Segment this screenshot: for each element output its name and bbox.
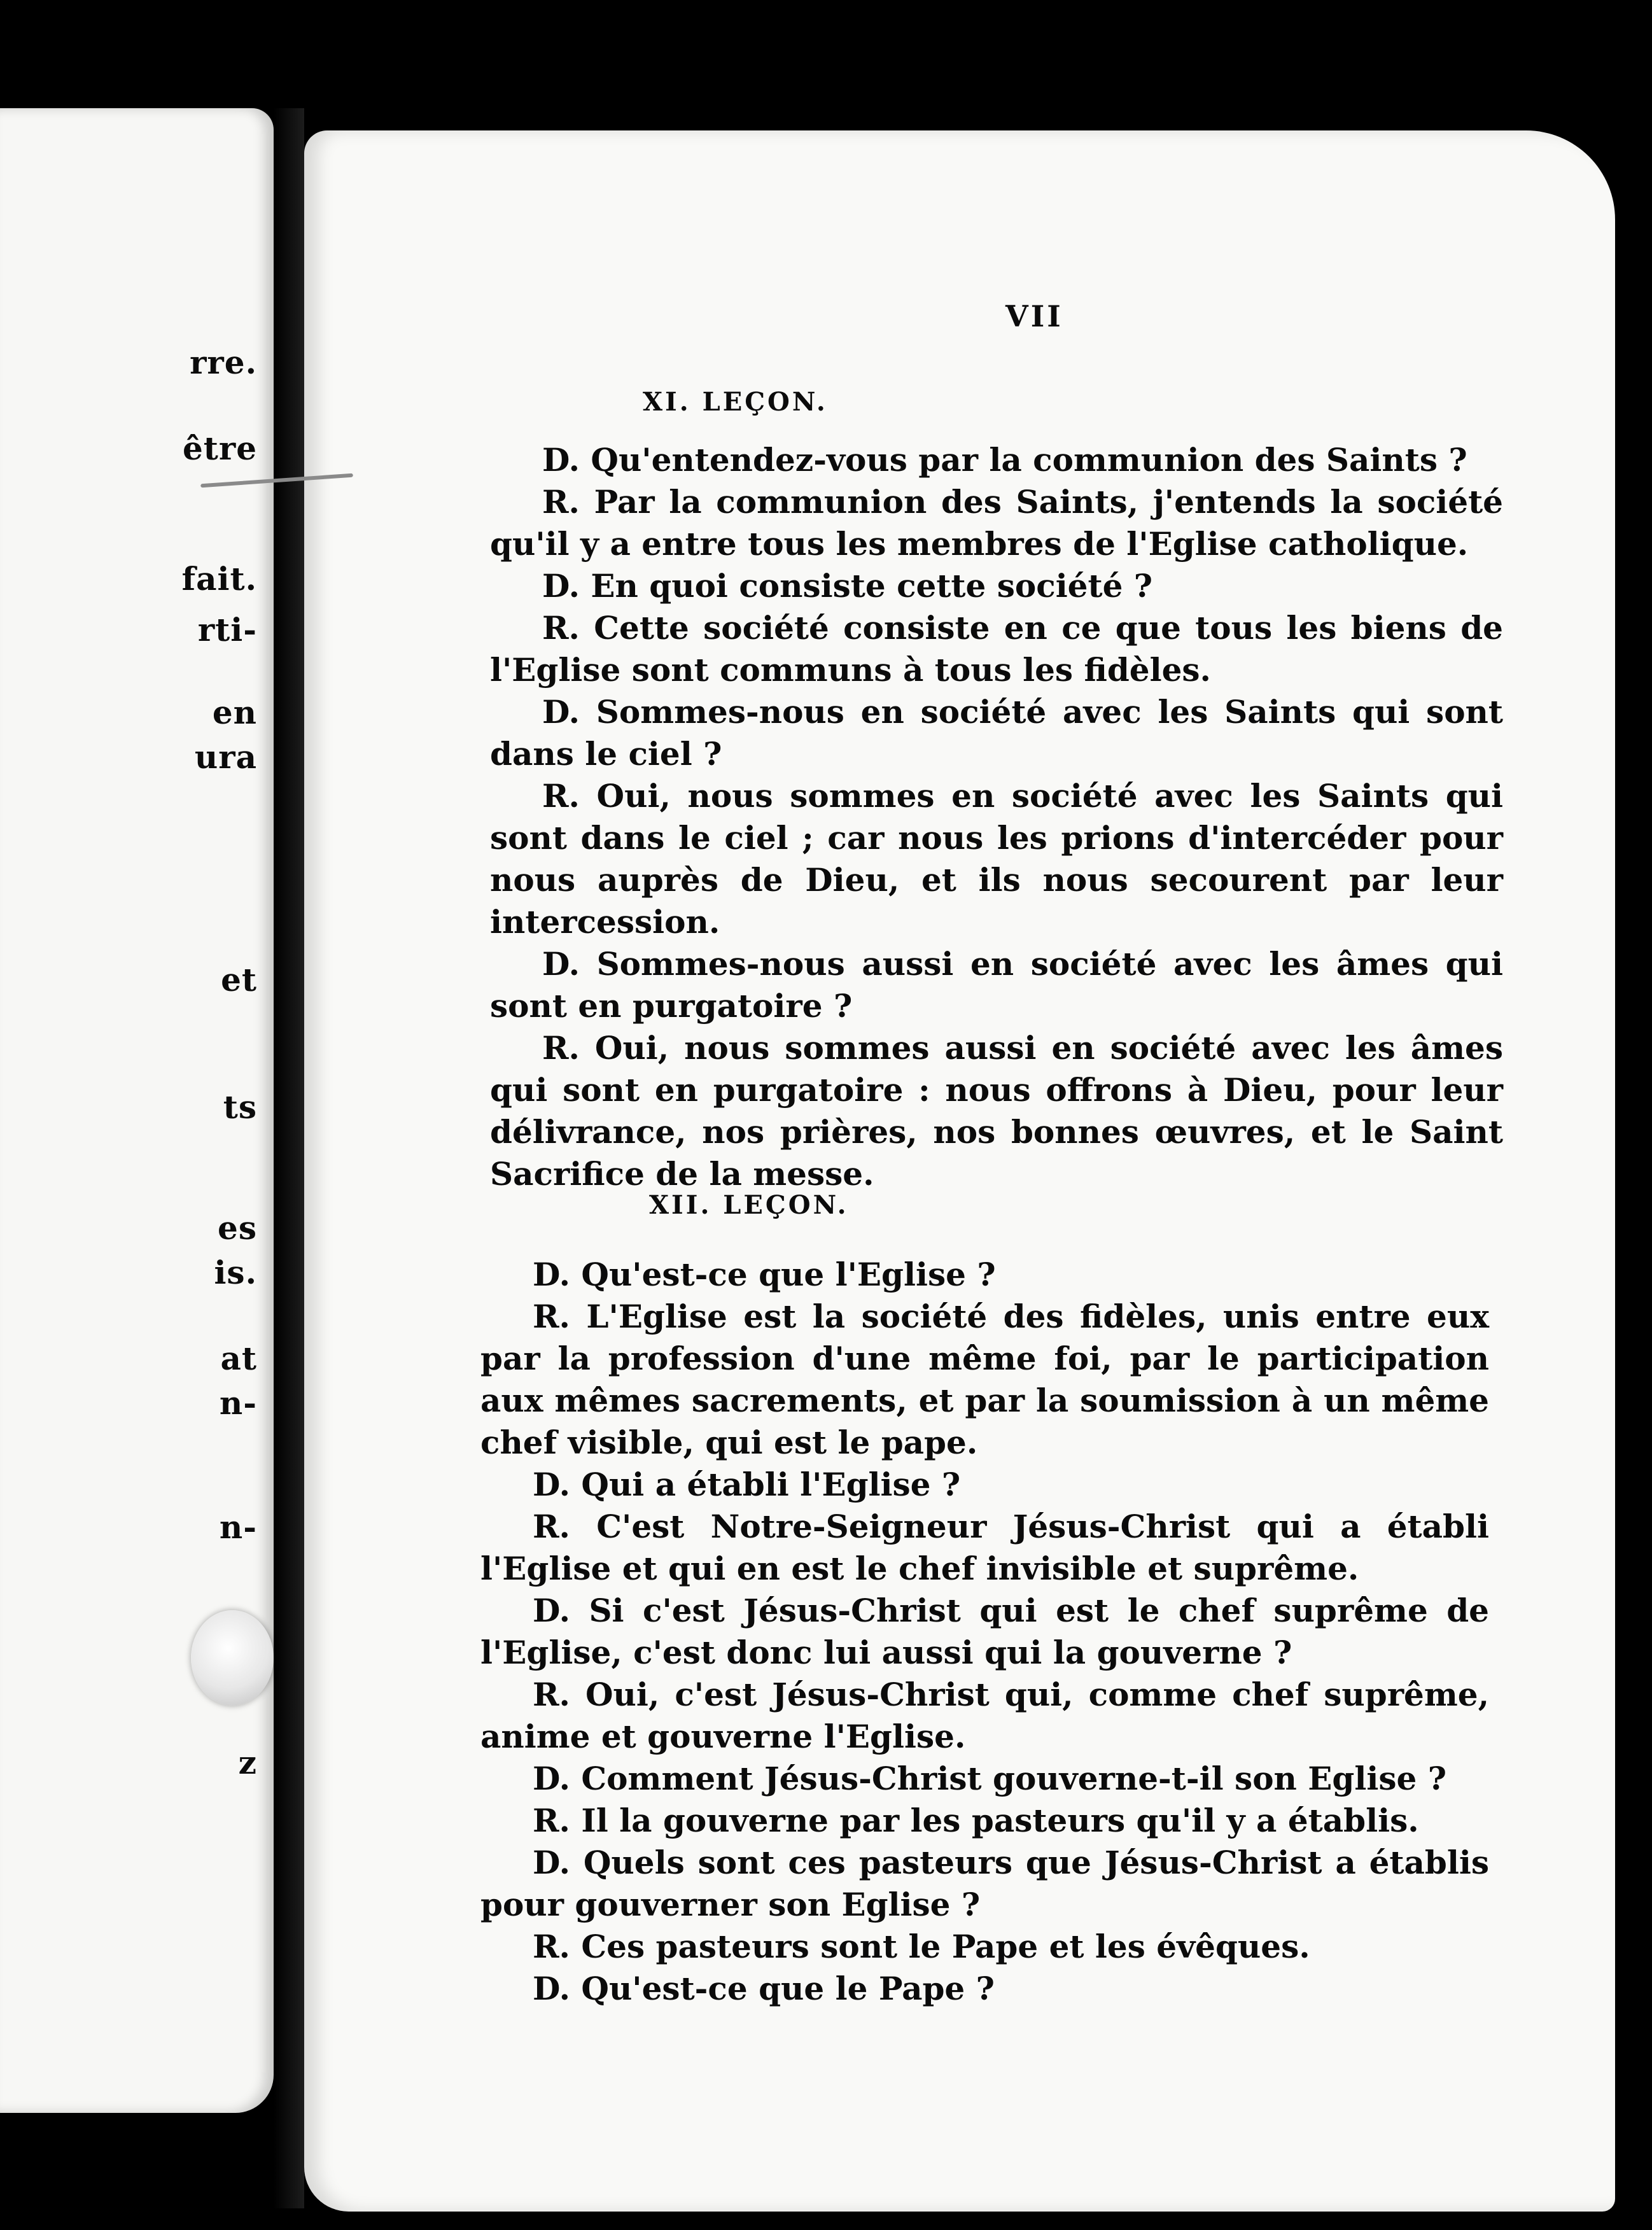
left-page-line: n- xyxy=(219,1384,257,1422)
previous-page-fragment xyxy=(0,108,274,2113)
question-paragraph: D. Comment Jésus-Christ gouverne-t-il son Eglise ? xyxy=(533,1760,1447,1797)
left-page-line: rre. xyxy=(190,344,257,381)
answer-paragraph: R. Oui, nous sommes aussi en société avec les âmes qui sont en purgatoire : nous offrons à Dieu, pour leur délivrance, nos prières, nos bonnes œuvres, et le Saint Sacrifice de la messe. xyxy=(490,1029,1503,1193)
left-page-line: fait. xyxy=(181,560,257,598)
lesson-xi-title: XI. LEÇON. xyxy=(643,387,828,417)
question-paragraph: D. Qu'est-ce que le Pape ? xyxy=(533,1970,995,2007)
question-paragraph: D. Qui a établi l'Eglise ? xyxy=(533,1466,961,1503)
left-page-line: z xyxy=(238,1744,257,1781)
question-paragraph: D. Sommes-nous en société avec les Saints qui sont dans le ciel ? xyxy=(490,693,1503,773)
answer-paragraph: R. Ces pasteurs sont le Pape et les évêques. xyxy=(533,1928,1310,1965)
lesson-xii-title: XII. LEÇON. xyxy=(649,1190,849,1220)
left-page-line: es xyxy=(218,1209,257,1247)
lesson-xi-body xyxy=(490,439,1503,1195)
left-page-line: at xyxy=(220,1340,257,1377)
answer-paragraph: R. Cette société consiste en ce que tous les biens de l'Eglise sont communs à tous les fidèles. xyxy=(490,609,1503,689)
question-paragraph: D. Si c'est Jésus-Christ qui est le chef suprême de l'Eglise, c'est donc lui aussi qui la gouverne ? xyxy=(480,1592,1489,1671)
question-paragraph: D. Quels sont ces pasteurs que Jésus-Christ a établis pour gouverner son Eglise ? xyxy=(480,1844,1489,1923)
answer-paragraph: R. C'est Notre-Seigneur Jésus-Christ qui a établi l'Eglise et qui en est le chef invisible et suprême. xyxy=(480,1508,1489,1587)
binding-knot xyxy=(191,1610,274,1706)
page-number: VII xyxy=(1005,299,1063,333)
book-gutter xyxy=(274,108,304,2208)
question-paragraph: D. Qu'est-ce que l'Eglise ? xyxy=(533,1256,996,1293)
answer-paragraph: R. Oui, c'est Jésus-Christ qui, comme chef suprême, anime et gouverne l'Eglise. xyxy=(480,1676,1489,1755)
answer-paragraph: R. L'Eglise est la société des fidèles, unis entre eux par la profession d'une même foi, par le participation aux mêmes sacrements, et par la soumission à un même chef visible, qui est le pape. xyxy=(480,1298,1489,1461)
left-page-line: ts xyxy=(223,1088,257,1126)
left-page-line: rti- xyxy=(197,611,257,649)
lesson-xii-body xyxy=(480,1254,1489,2010)
question-paragraph: D. Sommes-nous aussi en société avec les âmes qui sont en purgatoire ? xyxy=(490,945,1503,1025)
left-page-line: être xyxy=(182,430,257,467)
left-page-line: en xyxy=(212,694,257,731)
answer-paragraph: R. Par la communion des Saints, j'entends la société qu'il y a entre tous les membres de l'Eglise catholique. xyxy=(490,483,1503,563)
answer-paragraph: R. Oui, nous sommes en société avec les Saints qui sont dans le ciel ; car nous les prions d'intercéder pour nous auprès de Dieu, et ils nous secourent par leur intercession. xyxy=(490,777,1503,941)
question-paragraph: D. Qu'entendez-vous par la communion des Saints ? xyxy=(542,441,1467,479)
left-page-line: is. xyxy=(214,1254,257,1291)
question-paragraph: D. En quoi consiste cette société ? xyxy=(542,567,1153,605)
answer-paragraph: R. Il la gouverne par les pasteurs qu'il y a établis. xyxy=(533,1802,1419,1839)
left-page-line: n- xyxy=(219,1508,257,1546)
left-page-line: ura xyxy=(194,738,257,776)
left-page-line: et xyxy=(221,961,257,999)
